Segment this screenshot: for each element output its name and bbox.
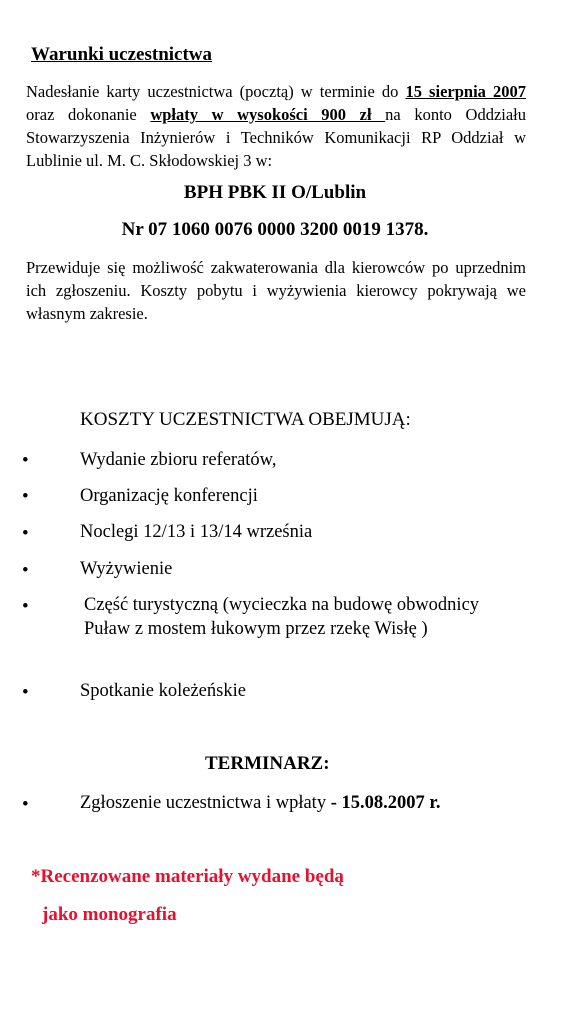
terminarz-item — [80, 791, 540, 815]
costs-title: KOSZTY UCZESTNICTWA OBEJMUJĄ: — [80, 409, 411, 430]
terminarz-item-date: - 15.08.2007 r. — [330, 793, 441, 813]
accommodation-paragraph: Przewiduje się możliwość zakwaterowania dla kierowców po uprzednim ich zgłoszeniu. Koszty pobytu i wyżywienia kierowcy pokrywają we własnym zakresie. — [26, 258, 526, 323]
cost-item: Organizację konferencji — [80, 486, 258, 506]
cost-item: Wyżywienie — [80, 559, 173, 579]
terminarz-item-text: Zgłoszenie uczestnictwa i wpłaty — [80, 793, 331, 813]
bullet-marker: • — [22, 682, 29, 703]
bullet-marker: • — [22, 794, 29, 815]
cost-item: Spotkanie koleżeńskie — [80, 681, 246, 701]
conditions-paragraph — [26, 80, 526, 172]
bullet-marker: • — [22, 486, 29, 507]
cost-item: Wydanie zbioru referatów, — [80, 450, 277, 470]
bullet-marker: • — [22, 596, 29, 617]
bullet-marker: • — [22, 523, 29, 544]
terminarz-title: TERMINARZ: — [205, 753, 330, 774]
bullet-marker: • — [22, 560, 29, 581]
review-note-line2: jako monografia — [42, 904, 177, 925]
bank-name: BPH PBK II O/Lublin — [183, 182, 367, 203]
bullet-marker: • — [22, 450, 29, 471]
cost-item: Część turystyczną (wycieczka na budowę obwodnicy Puław z mostem łukowym przez rzekę Wisłę ) — [84, 595, 480, 639]
section-heading: Warunki uczestnictwa — [31, 44, 213, 65]
para-text-2: oraz dokonanie — [26, 105, 151, 124]
para-text-3: na konto Oddziału Stowarzyszenia Inżynierów i Techników Komunikacji RP Oddział w Lublinie ul. M. C. Skłodowskiej 3 w: — [26, 105, 527, 170]
cost-item: Noclegi 12/13 i 13/14 września — [80, 522, 313, 542]
para-text-1: Nadesłanie karty uczestnictwa (pocztą) w terminie do — [26, 82, 406, 101]
review-note-line1: *Recenzowane materiały wydane będą — [31, 866, 344, 887]
deadline-date: 15 sierpnia 2007 — [405, 82, 526, 101]
account-number: Nr 07 1060 0076 0000 3200 0019 1378. — [121, 219, 429, 240]
payment-amount: wpłaty w wysokości 900 zł — [150, 105, 386, 124]
